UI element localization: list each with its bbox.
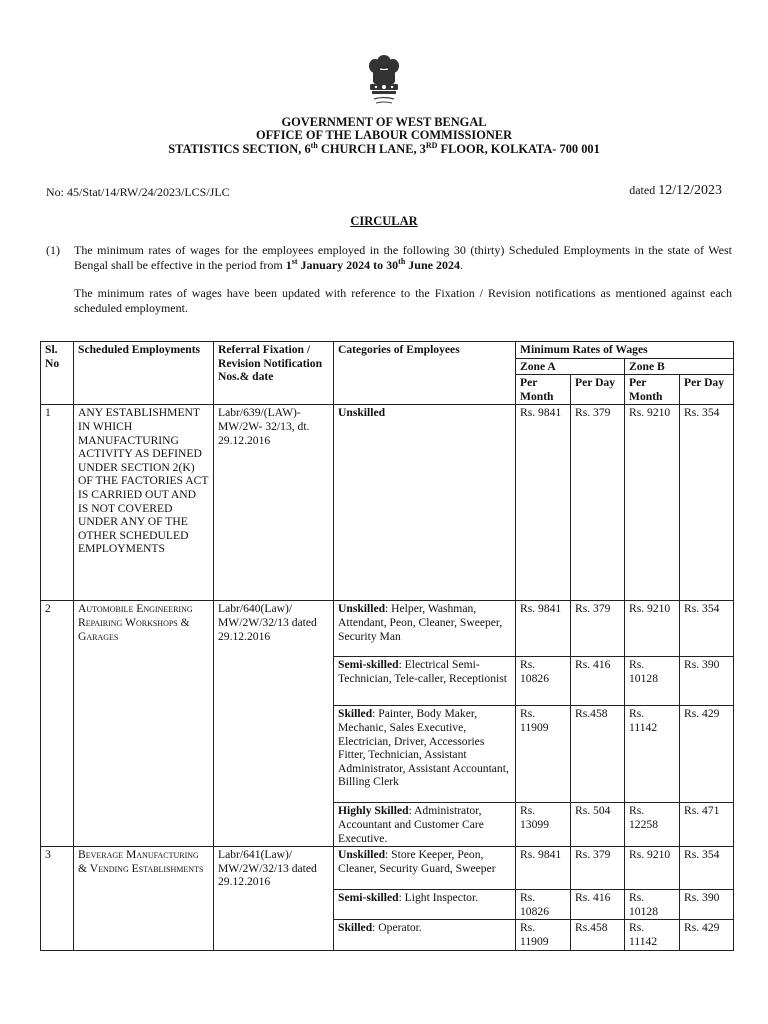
cell-zone-b-day: Rs. 354 <box>680 601 734 657</box>
cell-sl: 3 <box>41 847 74 950</box>
memo-date: dated 12/12/2023 <box>629 183 722 198</box>
cell-zone-a-month: Rs. 9841 <box>516 405 571 601</box>
paragraph-number: (1) <box>46 243 60 257</box>
cell-zone-a-day: Rs. 379 <box>571 847 625 890</box>
cell-zone-a-month: Rs. 9841 <box>516 847 571 890</box>
cell-notification: Labr/641(Law)/ MW/2W/32/13 dated 29.12.2016 <box>214 847 334 950</box>
cell-zone-b-day: Rs. 429 <box>680 706 734 803</box>
cell-category: Unskilled: Store Keeper, Peon, Cleaner, Security Guard, Sweeper <box>334 847 516 890</box>
cell-category: Skilled: Operator. <box>334 920 516 950</box>
table-header-row <box>41 342 734 359</box>
cell-notification: Labr/639/(LAW)-MW/2W- 32/13, dt. 29.12.2016 <box>214 405 334 601</box>
paragraph-effective-period: The minimum rates of wages for the employees employed in the following 30 (thirty) Scheduled Employments in the state of West Bengal shall be effective in the period from 1st January 2024 to 30th June 2024. <box>74 243 732 272</box>
cell-category: Unskilled: Helper, Washman, Attendant, Peon, Cleaner, Sweeper, Security Man <box>334 601 516 657</box>
cell-zone-b-day: Rs. 390 <box>680 657 734 706</box>
cell-zone-a-month: Rs. 11909 <box>516 920 571 950</box>
col-header-za-per-month: Per Month <box>516 375 571 405</box>
col-header-notification: Referral Fixation / Revision Notification Nos.& date <box>214 342 334 405</box>
cell-sl: 2 <box>41 601 74 847</box>
cell-zone-a-month: Rs. 11909 <box>516 706 571 803</box>
wages-table <box>40 341 734 951</box>
cell-zone-a-month: Rs. 10826 <box>516 657 571 706</box>
cell-zone-b-month: Rs. 12258 <box>625 803 680 847</box>
col-header-zb-per-month: Per Month <box>625 375 680 405</box>
cell-zone-b-month: Rs. 9210 <box>625 847 680 890</box>
cell-zone-a-month: Rs. 9841 <box>516 601 571 657</box>
cell-category: Semi-skilled: Light Inspector. <box>334 890 516 920</box>
col-header-employment: Scheduled Employments <box>74 342 214 405</box>
cell-zone-b-month: Rs. 10128 <box>625 657 680 706</box>
header-office: OFFICE OF THE LABOUR COMMISSIONER <box>255 128 513 142</box>
paragraph-revision-note: The minimum rates of wages have been updated with reference to the Fixation / Revision notifications as mentioned against each scheduled employment. <box>74 286 732 315</box>
cell-zone-a-day: Rs.458 <box>571 706 625 803</box>
cell-zone-a-day: Rs. 379 <box>571 405 625 601</box>
cell-employment: Automobile Engineering Repairing Workshops & Garages <box>74 601 214 847</box>
circular-title: CIRCULAR <box>350 214 418 228</box>
col-header-zone-b: Zone B <box>625 358 734 375</box>
cell-zone-a-month: Rs. 10826 <box>516 890 571 920</box>
header-address: STATISTICS SECTION, 6th CHURCH LANE, 3RD FLOOR, KOLKATA- 700 001 <box>168 140 600 156</box>
cell-zone-b-day: Rs. 429 <box>680 920 734 950</box>
col-header-zb-per-day: Per Day <box>680 375 734 405</box>
table-row <box>41 405 734 601</box>
col-header-zone-a: Zone A <box>516 358 625 375</box>
cell-zone-b-day: Rs. 354 <box>680 405 734 601</box>
cell-zone-b-month: Rs. 9210 <box>625 405 680 601</box>
memo-number: No: 45/Stat/14/RW/24/2023/LCS/JLC <box>46 185 230 199</box>
cell-category: Unskilled <box>334 405 516 601</box>
cell-zone-a-month: Rs. 13099 <box>516 803 571 847</box>
cell-zone-b-day: Rs. 390 <box>680 890 734 920</box>
cell-zone-a-day: Rs. 504 <box>571 803 625 847</box>
cell-zone-a-day: Rs. 416 <box>571 890 625 920</box>
cell-sl: 1 <box>41 405 74 601</box>
cell-zone-a-day: Rs.458 <box>571 920 625 950</box>
header-government: GOVERNMENT OF WEST BENGAL <box>281 115 487 129</box>
col-header-za-per-day: Per Day <box>571 375 625 405</box>
cell-zone-b-month: Rs. 10128 <box>625 890 680 920</box>
cell-category: Semi-skilled: Electrical Semi-Technician, Tele-caller, Receptionist <box>334 657 516 706</box>
cell-zone-a-day: Rs. 416 <box>571 657 625 706</box>
table-row <box>41 601 734 657</box>
col-header-sl-no: Sl. No <box>41 342 74 405</box>
table-row <box>41 847 734 890</box>
cell-zone-b-month: Rs. 11142 <box>625 706 680 803</box>
cell-notification: Labr/640(Law)/ MW/2W/32/13 dated 29.12.2016 <box>214 601 334 847</box>
col-header-min-rates: Minimum Rates of Wages <box>516 342 734 359</box>
state-emblem-icon <box>364 52 404 108</box>
col-header-categories: Categories of Employees <box>334 342 516 405</box>
cell-zone-b-month: Rs. 9210 <box>625 601 680 657</box>
cell-category: Skilled: Painter, Body Maker, Mechanic, Sales Executive, Electrician, Driver, Accessories Fitter, Technician, Assistant Administrator, Assistant Accountant, Billing Clerk <box>334 706 516 803</box>
cell-zone-a-day: Rs. 379 <box>571 601 625 657</box>
cell-category: Highly Skilled: Administrator, Accountant and Customer Care Executive. <box>334 803 516 847</box>
cell-employment: Beverage Manufacturing & Vending Establishments <box>74 847 214 950</box>
cell-employment: ANY ESTABLISHMENT IN WHICH MANUFACTURING ACTIVITY AS DEFINED UNDER SECTION 2(K) OF THE FACTORIES ACT IS CARRIED OUT AND IS NOT COVERED UNDER ANY OF THE OTHER SCHEDULED EMPLOYMENTS <box>74 405 214 601</box>
cell-zone-b-day: Rs. 354 <box>680 847 734 890</box>
cell-zone-b-month: Rs. 11142 <box>625 920 680 950</box>
cell-zone-b-day: Rs. 471 <box>680 803 734 847</box>
